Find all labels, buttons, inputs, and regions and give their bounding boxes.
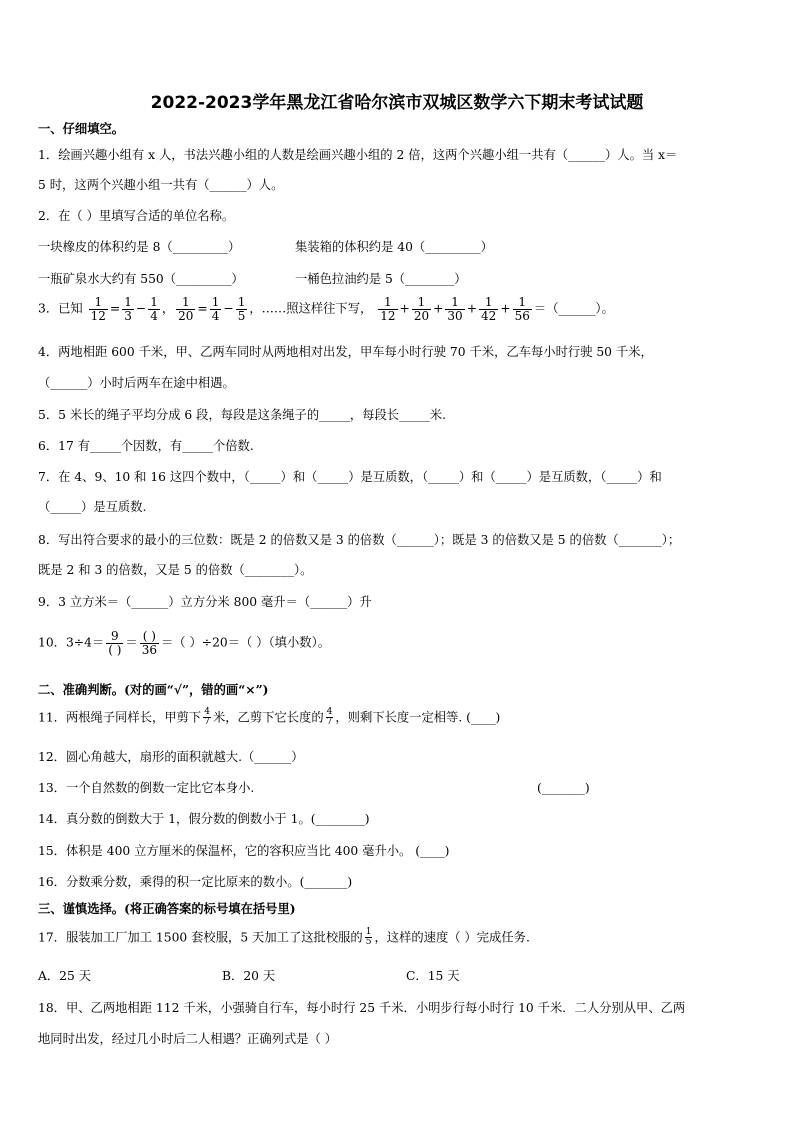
q1-line2: 5 时，这两个兴趣小组一共有（______）人。 [38,178,284,192]
q9: 9．3 立方米＝（______）立方分米 800 毫升＝（______）升 [38,595,372,609]
section-heading-3: 三、谨慎选择。(将正确答案的标号填在括号里) [38,901,296,916]
fraction: $\frac{1}{20}$ [413,295,430,323]
q18-line1: 18．甲、乙两地相距 112 千米，小强骑自行车，每小时行 25 千米．小明步行每小时行 10 千米．二人分别从甲、乙两 [38,1001,686,1015]
fraction: $\frac{1}{5}$ [365,927,372,948]
q18-line2: 地同时出发，经过几小时后二人相遇？正确列式是（ ） [38,1032,338,1046]
q10-end: ＝（ ）÷20＝（ ）（填小数）。 [160,635,331,650]
q14: 14．真分数的倒数大于 1，假分数的倒数小于 1。(________) [38,812,370,826]
fraction: $\frac{( )}{36}$ [141,629,157,657]
q13-answer-blank: (_______) [537,781,590,795]
q3-line: 3．已知 $\frac{1}{12}$ = $\frac{1}{3}$ − $\frac{1}{4}$ ， $\frac{1}{20}$ = $\frac{1}{4}$ − $\frac{1}{5}$ ，……照这样往下写， $\frac{1}{12}$ + $\frac{1}{20}$ + $\frac{1}{30}$ + $\frac{1}{42}$ + $\frac{1}{56}$ ＝（______）。 [38,295,614,323]
q17-option-a: A．25 天 [38,969,92,983]
q3-end: ＝（______）。 [533,301,614,316]
fraction: $\frac{1}{30}$ [447,295,463,323]
fraction: $\frac{9}{( )}$ [108,629,122,657]
fraction: $\frac{1}{12}$ [90,295,106,323]
fraction: $\frac{1}{5}$ [237,295,246,323]
q2-item-b: 集装箱的体积约是 40（_________） [295,240,493,254]
fraction: $\frac{1}{3}$ [124,295,132,323]
fraction: $\frac{1}{4}$ [150,295,158,323]
q7-line2: （_____）是互质数. [38,500,147,514]
fraction: $\frac{1}{20}$ [178,295,194,323]
q11-pre: 11．两根绳子同样长，甲剪下 [38,710,202,725]
q5: 5．5 米长的绳子平均分成 6 段，每段是这条绳子的_____，每段长_____米. [38,408,447,422]
q15: 15．体积是 400 立方厘米的保温杯，它的容积应当比 400 毫升小。 (____) [38,844,450,858]
fraction: $\frac{1}{56}$ [514,295,530,323]
q2-stem: 2．在（ ）里填写合适的单位名称。 [38,209,235,223]
q10-prefix: 10．3÷4＝ [38,635,105,650]
fraction: $\frac{1}{4}$ [211,295,220,323]
q2-item-d: 一桶色拉油约是 5（________） [295,272,467,286]
q17-option-c: C．15 天 [406,969,460,983]
q10-line: 10．3÷4＝ $\frac{9}{( )}$ ＝ $\frac{( )}{36}$ ＝（ ）÷20＝（ ）（填小数）。 [38,629,331,657]
section-heading-2: 二、准确判断。(对的画“√”，错的画“×”) [38,682,269,697]
q4-line2: （______）小时后两车在途中相遇。 [38,376,235,390]
q3-mid: ，……照这样往下写， [249,301,373,316]
q11-line [38,708,500,728]
fraction: $\frac{4}{7}$ [204,707,210,728]
q11-mid: 米，乙剪下它长度的 [212,710,324,725]
fraction: $\frac{4}{7}$ [326,707,333,728]
q12: 12．圆心角越大，扇形的面积就越大.（______） [38,750,304,764]
q8-line2: 既是 2 和 3 的倍数，又是 5 的倍数（________）。 [38,563,313,577]
q17-line [38,928,530,948]
q2-item-c: 一瓶矿泉水大约有 550（_________） [38,272,244,286]
q11-end: ，则剩下长度一定相等. (____) [335,710,501,725]
fraction: $\frac{1}{12}$ [380,295,396,323]
q17-option-b: B．20 天 [222,969,276,983]
section-heading-1: 一、仔细填空。 [38,121,125,136]
q6: 6．17 有_____个因数，有_____个倍数. [38,439,254,453]
q7-line1: 7．在 4、9、10 和 16 这四个数中，（_____）和（_____）是互质数，（_____）和（_____）是互质数，（_____）和 [38,470,662,484]
q2-item-a: 一块橡皮的体积约是 8（_________） [38,240,241,254]
q13: 13．一个自然数的倒数一定比它本身小. [38,781,255,795]
q8-line1: 8．写出符合要求的最小的三位数：既是 2 的倍数又是 3 的倍数（______）；既是 3 的倍数又是 5 的倍数（_______）； [38,533,681,547]
q3-prefix: 3．已知 [38,301,83,316]
q1-line1: 1．绘画兴趣小组有 x 人，书法兴趣小组的人数是绘画兴趣小组的 2 倍，这两个兴趣小组一共有（______）人。当 x＝ [38,148,678,162]
q17-end: ，这样的速度（ ）完成任务. [374,930,530,945]
page-title: 2022-2023学年黑龙江省哈尔滨市双城区数学六下期末考试试题 [150,93,644,113]
q4-line1: 4．两地相距 600 千米，甲、乙两车同时从两地相对出发，甲车每小时行驶 70 千米，乙车每小时行驶 50 千米， [38,345,653,359]
q17-pre: 17．服装加工厂加工 1500 套校服，5 天加工了这批校服的 [38,930,363,945]
fraction: $\frac{1}{42}$ [481,295,497,323]
q16: 16．分数乘分数，乘得的积一定比原来的数小。(_______) [38,875,353,889]
